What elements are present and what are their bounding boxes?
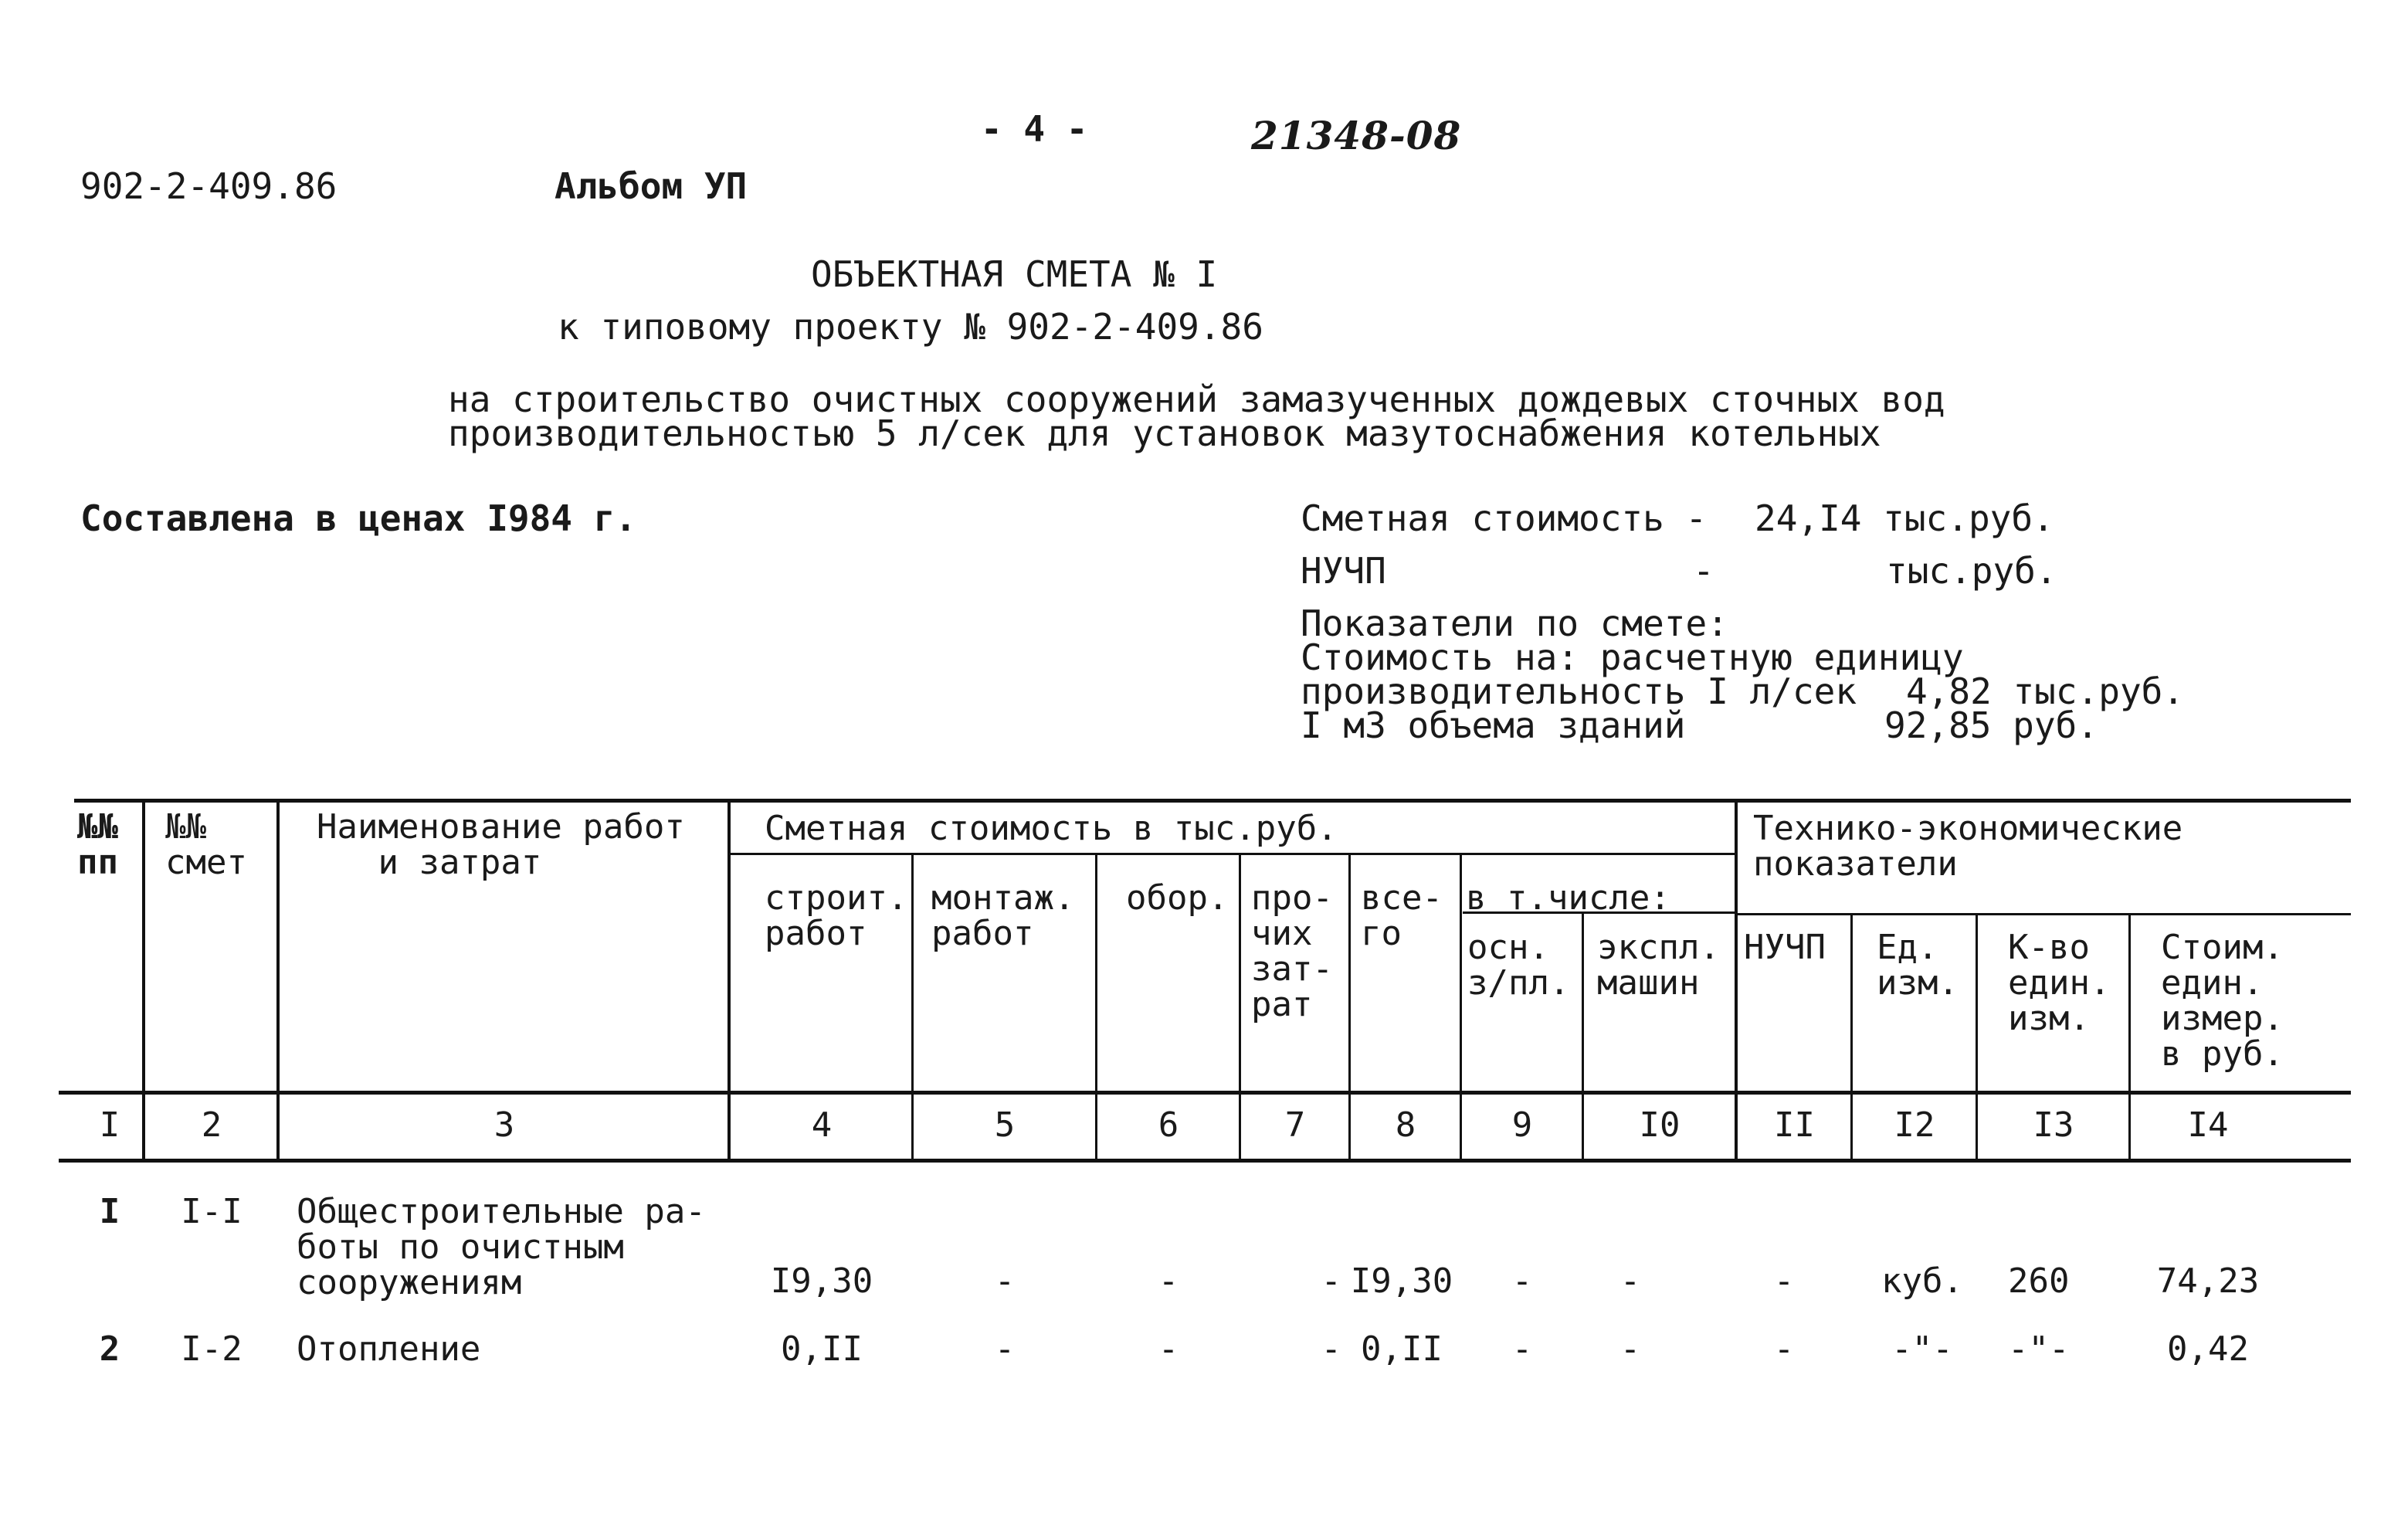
row-quantity: -"- xyxy=(2008,1329,2070,1369)
nuchp-unit: тыс.руб. xyxy=(1886,550,2057,592)
col-number: I3 xyxy=(2033,1105,2074,1145)
project-code: 902-2-409.86 xyxy=(80,165,337,207)
tech-group-underline xyxy=(1736,913,2351,915)
col-numbers-bottom-border xyxy=(59,1159,2351,1163)
document-title: ОБЪЕКТНАЯ СМЕТА № I xyxy=(811,253,1218,295)
nuchp-dash: - xyxy=(1693,550,1714,592)
col-number: 3 xyxy=(493,1105,515,1145)
header-tech-econ-group: Технико-экономические показатели xyxy=(1753,809,2183,884)
row-other-costs: - xyxy=(1321,1261,1341,1301)
header-quantity: К-во един. изм. xyxy=(2008,928,2111,1038)
page-number: - 4 - xyxy=(981,108,1088,150)
description-line-2: производительностью 5 л/сек для установок мазутоснабжения котельных xyxy=(448,412,1881,454)
header-total: все- го xyxy=(1361,878,1443,953)
cost-label: Сметная стоимость - xyxy=(1301,497,1708,539)
header-row-number: №№ пп xyxy=(77,807,118,882)
header-bottom-border xyxy=(59,1091,2351,1095)
row-number: 2 xyxy=(99,1329,120,1369)
header-including: в т.числе: xyxy=(1466,878,1670,918)
row-installation-cost: - xyxy=(994,1329,1016,1369)
col-divider-3 xyxy=(727,799,731,1160)
row-machine-operation: - xyxy=(1619,1261,1641,1301)
row-estimate-number: I-I xyxy=(181,1192,242,1231)
row-equipment-cost: - xyxy=(1158,1261,1179,1301)
row-nuchp: - xyxy=(1773,1261,1795,1301)
row-unit-cost: 0,42 xyxy=(2167,1329,2249,1369)
row-equipment-cost: - xyxy=(1158,1329,1179,1369)
unit-cost-label: Стоимость на: расчетную единицу xyxy=(1301,636,1964,678)
header-other-costs: про- чих зат- рат xyxy=(1251,878,1333,1024)
row-quantity: 260 xyxy=(2008,1261,2070,1301)
header-equipment: обор. xyxy=(1126,878,1229,918)
header-installation: монтаж. работ xyxy=(931,878,1075,953)
col-number: 4 xyxy=(811,1105,833,1145)
volume-value: 92,85 руб. xyxy=(1884,704,2098,746)
row-installation-cost: - xyxy=(994,1261,1016,1301)
row-nuchp: - xyxy=(1773,1329,1795,1369)
row-total-cost: I9,30 xyxy=(1350,1261,1453,1301)
row-base-salary: - xyxy=(1511,1329,1533,1369)
header-construction: строит. работ xyxy=(765,878,908,953)
row-other-costs: - xyxy=(1321,1329,1341,1369)
col-number: 5 xyxy=(994,1105,1016,1145)
header-cost-group: Сметная стоимость в тыс.руб. xyxy=(765,809,1338,848)
document-subtitle: к типовому проекту № 902-2-409.86 xyxy=(558,306,1263,348)
nuchp-label: НУЧП xyxy=(1301,550,1386,592)
col-number: I xyxy=(99,1105,120,1145)
row-base-salary: - xyxy=(1511,1261,1533,1301)
header-base-salary: осн. з/пл. xyxy=(1467,928,1570,1003)
row-work-name: Отопление xyxy=(297,1329,481,1369)
header-estimate-number: №№ смет xyxy=(165,807,247,882)
row-unit-cost: 74,23 xyxy=(2156,1261,2260,1301)
inventory-number: 21348-08 xyxy=(1251,113,1462,158)
row-estimate-number: I-2 xyxy=(181,1329,242,1369)
row-total-cost: 0,II xyxy=(1361,1329,1443,1369)
row-number: I xyxy=(99,1192,120,1231)
row-machine-operation: - xyxy=(1619,1329,1641,1369)
volume-label: I м3 объема зданий xyxy=(1301,704,1686,746)
album-label: Альбом УП xyxy=(555,165,748,207)
row-work-name: Общестроительные ра- боты по очистным сооружениям xyxy=(297,1192,706,1302)
col-divider-1 xyxy=(142,799,145,1160)
description-line-1: на строительство очистных сооружений замазученных дождевых сточных вод xyxy=(448,378,1945,420)
performance-label: производительность I л/сек xyxy=(1301,670,1857,712)
header-unit: Ед. изм. xyxy=(1877,928,1959,1003)
col-number: I4 xyxy=(2187,1105,2229,1145)
cost-group-underline xyxy=(729,853,1736,855)
row-unit: куб. xyxy=(1881,1261,1963,1301)
header-work-name: Наименование работ и затрат xyxy=(317,807,685,882)
header-unit-cost: Стоим. един. измер. в руб. xyxy=(2161,928,2284,1074)
prices-note: Составлена в ценах I984 г. xyxy=(80,497,637,539)
header-nuchp: НУЧП xyxy=(1744,928,1826,967)
col-number: I0 xyxy=(1639,1105,1681,1145)
col-number: 6 xyxy=(1158,1105,1179,1145)
row-construction-cost: 0,II xyxy=(781,1329,863,1369)
row-unit: -"- xyxy=(1891,1329,1953,1369)
table-top-border xyxy=(74,799,2351,803)
col-number: II xyxy=(1774,1105,1815,1145)
col-number: 2 xyxy=(201,1105,222,1145)
header-machine-operation: экспл. машин xyxy=(1597,928,1720,1003)
indicators-label: Показатели по смете: xyxy=(1301,603,1728,644)
col-number: 7 xyxy=(1284,1105,1306,1145)
col-divider-2 xyxy=(276,799,280,1160)
col-number: I2 xyxy=(1894,1105,1935,1145)
row-construction-cost: I9,30 xyxy=(770,1261,873,1301)
cost-value: 24,I4 тыс.руб. xyxy=(1755,497,2054,539)
col-number: 9 xyxy=(1511,1105,1533,1145)
col-divider-10 xyxy=(1735,799,1738,1160)
col-number: 8 xyxy=(1395,1105,1416,1145)
performance-value: 4,82 тыс.руб. xyxy=(1906,670,2185,712)
